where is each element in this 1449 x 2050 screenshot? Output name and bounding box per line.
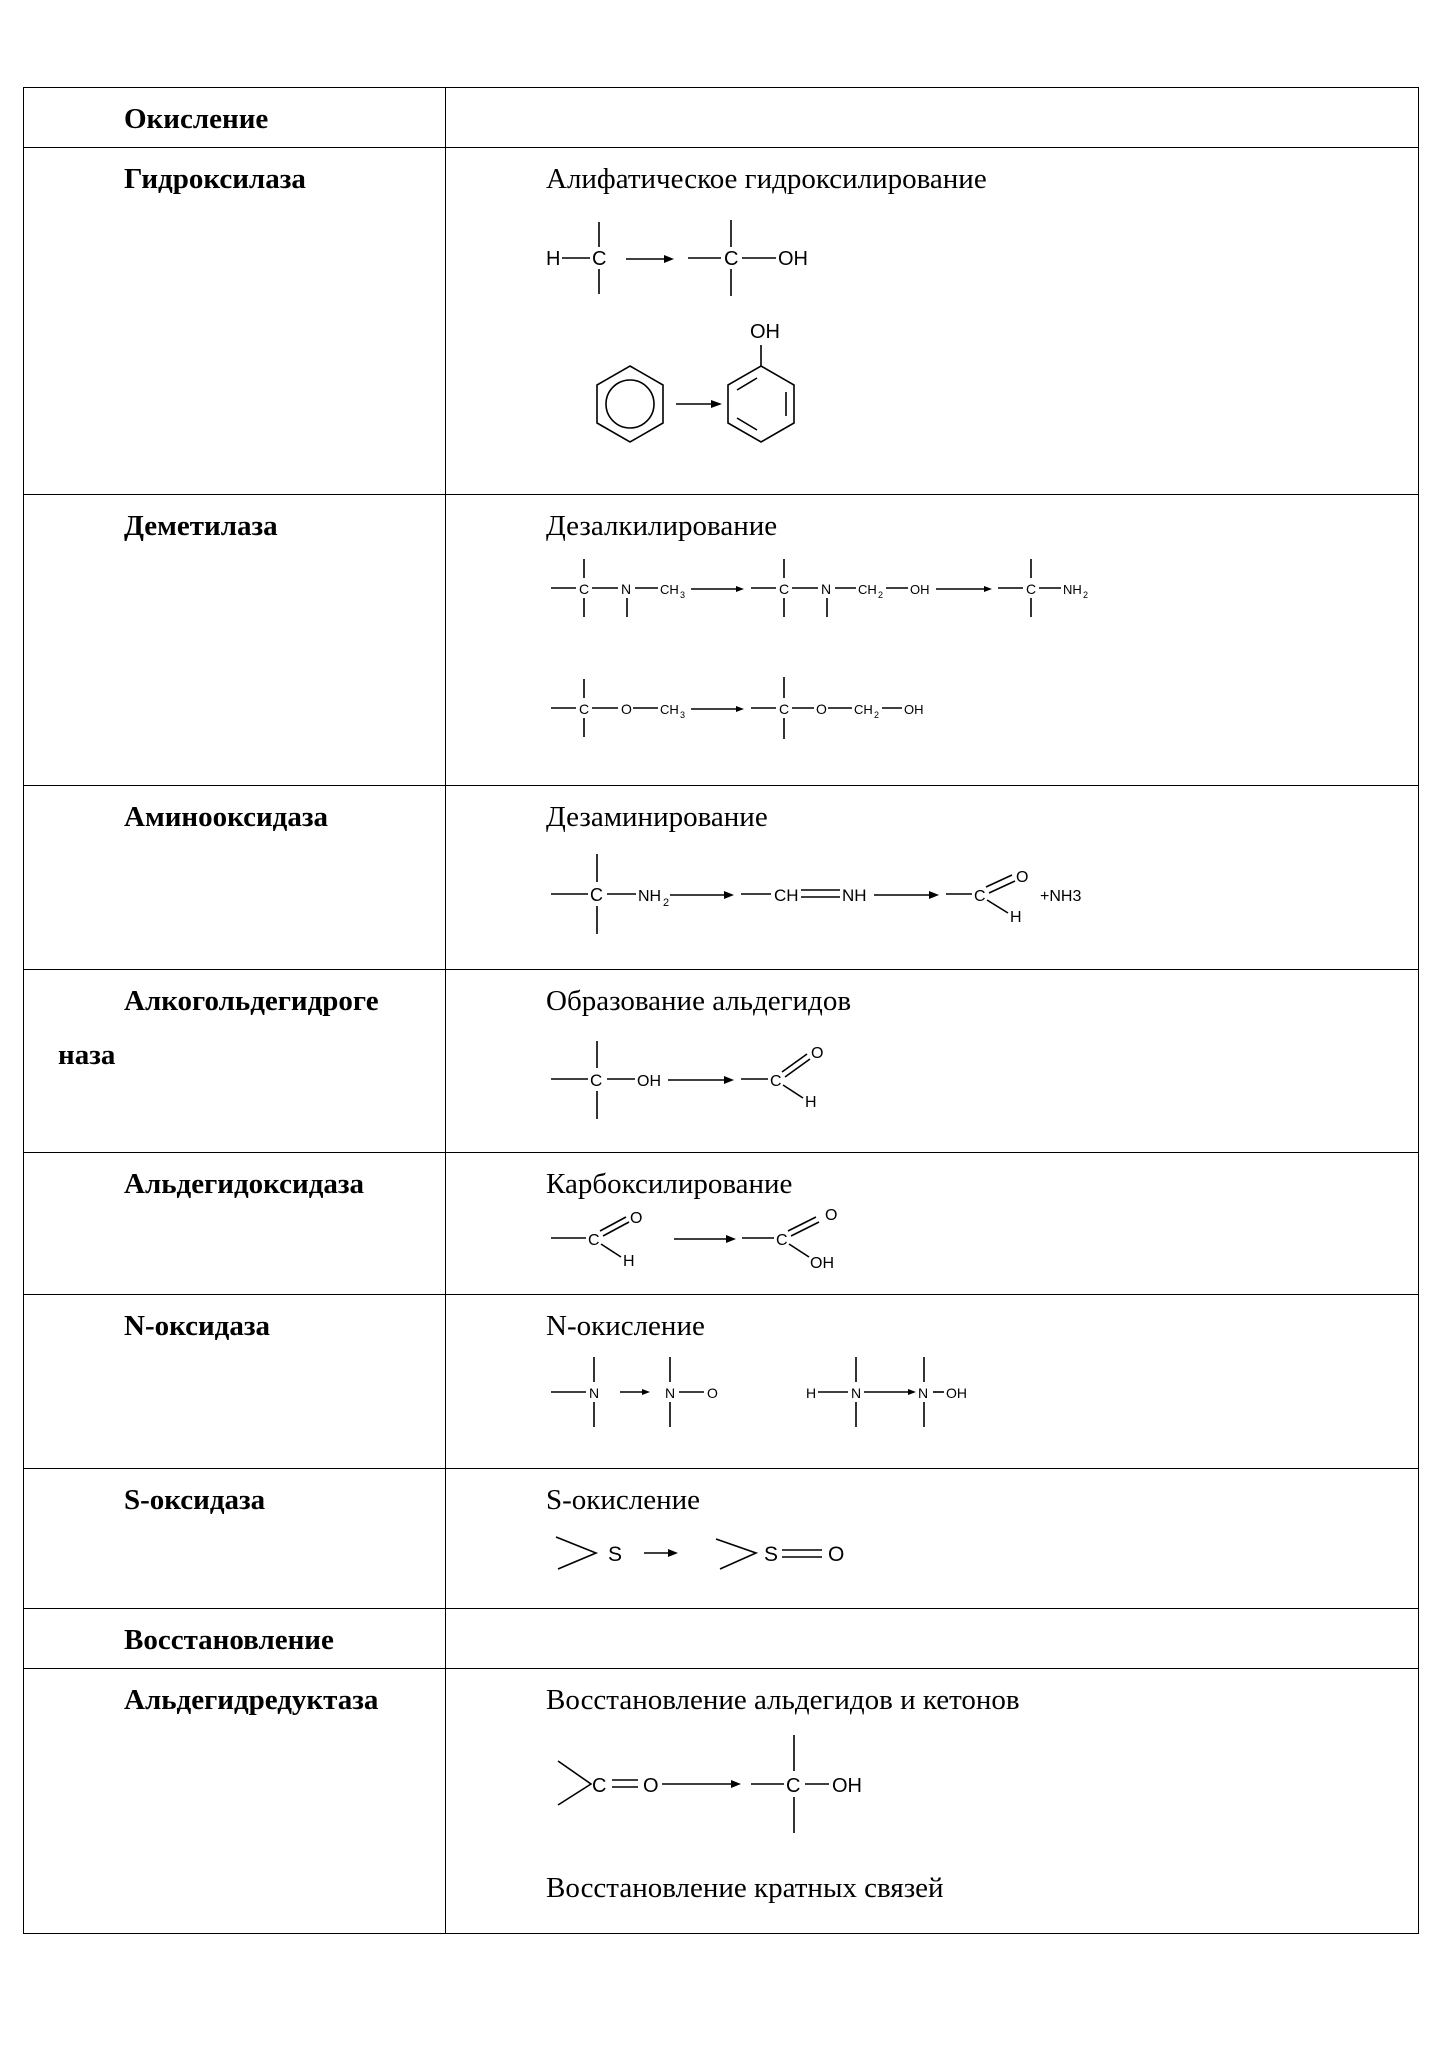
section-title-oxidation: Окисление [24,88,446,148]
atom-label: C [588,1232,600,1250]
reaction-cell [446,1153,1419,1295]
atom-label: OH [946,1385,967,1402]
atom-label: N [851,1385,862,1402]
dealkylation-scheme [546,549,1106,769]
carbonyl-reduction-scheme [546,1725,906,1845]
subscript: 3 [680,710,686,721]
reaction-cell [446,1669,1419,1934]
enzyme-name: Альдегидоксидаза [24,1153,446,1295]
atom-label: O [621,701,632,718]
subscript: 2 [663,897,670,910]
atom-label: N [621,581,632,598]
atom-label: C [724,248,739,271]
atom-label: C [779,581,790,598]
table-row-n-oxidase [24,1295,1419,1469]
atom-label: C [579,581,590,598]
table-row-aminooxidase [24,786,1419,970]
atom-label: OH [778,248,808,271]
reaction-name: Образование альдегидов [546,985,852,1017]
table-row-demethylase [24,495,1419,786]
reaction-cell [446,495,1419,786]
enzyme-name: Гидроксилаза [24,148,446,495]
enzyme-name: Деметилаза [24,495,446,786]
deamination-scheme [546,840,1106,950]
atom-label: C [592,248,607,271]
atom-label: O [1016,869,1029,887]
atom-label: H [1010,909,1022,927]
subscript: 2 [878,590,884,601]
atom-label: OH [810,1255,834,1273]
atom-label: C [590,1071,603,1091]
byproduct-label: +NH3 [1040,888,1082,906]
atom-label: CH [858,582,877,598]
table-row-aldehyde-reductase [24,1669,1419,1934]
table-row-alcohol-dehydrogenase [24,970,1419,1153]
atom-label: C [776,1232,788,1250]
carboxylation-scheme [546,1205,866,1275]
atom-label: H [546,248,561,271]
atom-label: CH [854,702,873,718]
reaction-name: Алифатическое гидроксилирование [546,163,987,195]
atom-label: NH [842,886,867,906]
atom-label: NH [1063,582,1082,598]
atom-label: O [707,1385,718,1402]
atom-label: C [770,1073,782,1091]
enzyme-name-line2: наза [58,1039,116,1072]
reaction-name: Восстановление альдегидов и кетонов [546,1684,1020,1716]
enzyme-name: Альдегидредуктаза [24,1669,446,1934]
enzyme-name [24,970,446,1153]
atom-label: C [579,701,590,718]
atom-label: C [974,888,986,906]
reaction-cell [446,1469,1419,1609]
atom-label: C [592,1775,607,1798]
atom-label: CH [660,582,679,598]
reaction-cell [446,786,1419,970]
atom-label: H [623,1253,635,1271]
atom-label: C [779,701,790,718]
atom-label: OH [910,582,930,598]
atom-label: O [825,1207,838,1225]
reaction-name: Карбоксилирование [546,1168,793,1200]
table-row-hydroxylase [24,148,1419,495]
table-row-aldehyde-oxidase [24,1153,1419,1295]
atom-label: N [918,1385,929,1402]
atom-label: CH [660,702,679,718]
empty-cell [446,88,1419,148]
s-oxidation-scheme [546,1525,866,1585]
enzyme-reaction-table [23,87,1419,1934]
empty-cell [446,1609,1419,1669]
subscript: 2 [1083,590,1089,601]
atom-label: NH [638,888,662,906]
atom-label: C [1026,581,1037,598]
reaction-name: Дезалкилирование [546,510,778,542]
table-row-reduction-header [24,1609,1419,1669]
atom-label: C [590,885,603,906]
atom-label: OH [750,321,780,344]
table-row-s-oxidase [24,1469,1419,1609]
atom-label: O [811,1045,824,1063]
atom-label: S [764,1543,779,1567]
atom-label: OH [832,1775,862,1798]
reaction-name: N-окисление [546,1310,705,1342]
reaction-name: Дезаминирование [546,801,768,833]
aldehyde-formation-scheme [546,1024,846,1134]
atom-label: N [665,1385,676,1402]
atom-label: H [805,1094,817,1112]
atom-label: C [786,1775,801,1798]
reaction-cell [446,1295,1419,1469]
atom-label: H [806,1385,817,1402]
atom-label: O [643,1775,659,1798]
atom-label: OH [904,702,924,718]
atom-label: O [630,1210,643,1228]
hydroxylation-scheme [546,202,866,482]
reaction-cell [446,148,1419,495]
reaction-cell [446,970,1419,1153]
n-oxidation-scheme [546,1349,996,1449]
reaction-name-extra: Восстановление кратных связей [546,1872,944,1905]
atom-label: CH [774,886,799,906]
section-title-reduction: Восстановление [24,1609,446,1669]
reaction-name: S-окисление [546,1484,701,1516]
subscript: 2 [874,710,880,721]
atom-label: O [816,701,827,718]
enzyme-name-line1: Алкогольдегидроге [124,985,379,1017]
atom-label: OH [637,1073,661,1091]
atom-label: O [828,1543,845,1567]
subscript: 3 [680,590,686,601]
enzyme-name: Аминооксидаза [24,786,446,970]
table-row-oxidation-header [24,88,1419,148]
enzyme-name: N-оксидаза [24,1295,446,1469]
atom-label: N [821,581,832,598]
atom-label: N [589,1385,600,1402]
atom-label: S [608,1543,623,1567]
enzyme-name: S-оксидаза [24,1469,446,1609]
